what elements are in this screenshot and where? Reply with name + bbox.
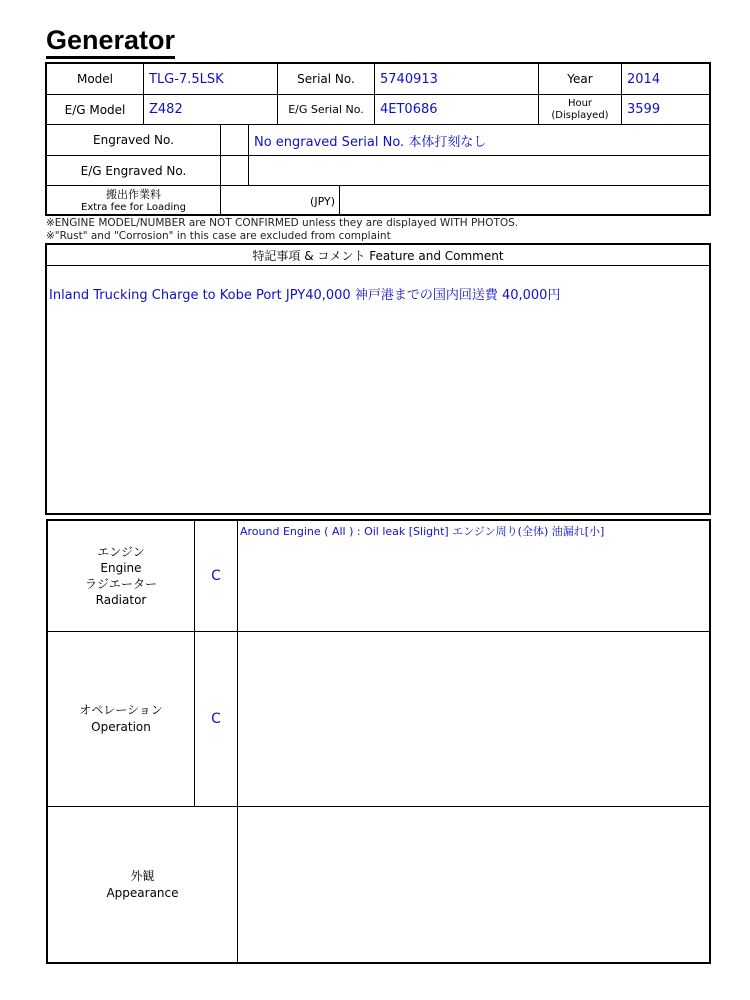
document-title: Generator (46, 24, 175, 59)
eg-engraved-value (249, 156, 709, 185)
engine-label (48, 521, 194, 631)
serial-label: Serial No. (297, 72, 355, 86)
engine-label-jp: エンジン (97, 545, 145, 559)
feature-text: Inland Trucking Charge to Kobe Port JPY40,000 神戸港までの国内回送費 40,000円 (49, 287, 561, 303)
hour-label-line1: Hour (567, 97, 593, 109)
engine-grade: C (211, 568, 221, 584)
appearance-label (48, 807, 237, 962)
note-engine-model: ※ENGINE MODEL/NUMBER are NOT CONFIRMED unless they are displayed WITH PHOTOS. (46, 217, 519, 229)
eg-serial-value: 4ET0686 (380, 102, 438, 117)
eg-engraved-label: E/G Engraved No. (80, 163, 187, 178)
engraved-value: No engraved Serial No. 本体打刻なし (254, 134, 487, 150)
operation-label-en: Operation (91, 720, 151, 734)
engine-label-en: Engine (100, 561, 142, 575)
hour-label (539, 95, 621, 124)
serial-value: 5740913 (380, 71, 438, 87)
eg-model-label: E/G Model (64, 102, 126, 117)
hour-label-line2: (Displayed) (551, 109, 609, 121)
extra-fee-label-en: Extra fee for Loading (81, 202, 186, 213)
model-value: TLG-7.5LSK (149, 71, 224, 87)
year-label: Year (567, 72, 593, 86)
appearance-label-en: Appearance (106, 885, 179, 900)
engraved-label: Engraved No. (93, 133, 174, 147)
operation-label-jp: オペレーション (79, 703, 163, 717)
radiator-label-en: Radiator (95, 593, 147, 607)
appearance-label-jp: 外観 (130, 868, 155, 883)
radiator-label-jp: ラジエーター (84, 577, 157, 591)
year-value: 2014 (627, 71, 661, 87)
operation-label (48, 632, 194, 806)
extra-fee-value (340, 186, 709, 216)
inspection-table (46, 519, 711, 964)
hour-value: 3599 (627, 102, 661, 117)
operation-comment (240, 635, 706, 651)
feature-comment-box (45, 243, 711, 515)
currency-label: (JPY) (310, 194, 335, 208)
info-table (45, 62, 711, 216)
extra-fee-label (47, 186, 220, 216)
model-label: Model (76, 72, 114, 86)
note-rust: ※"Rust" and "Corrosion" in this case are excluded from complaint (46, 230, 391, 242)
appearance-comment (240, 810, 706, 826)
eg-model-value: Z482 (149, 102, 183, 117)
extra-fee-label-jp: 搬出作業料 (106, 188, 161, 201)
eg-serial-label: E/G Serial No. (288, 103, 364, 116)
feature-header: 特記事項 & コメント Feature and Comment (252, 248, 504, 263)
operation-grade: C (211, 711, 221, 727)
engine-comment: Around Engine ( All ) : Oil leak [Slight] エンジン周り(全体) 油漏れ[小] (240, 525, 605, 538)
